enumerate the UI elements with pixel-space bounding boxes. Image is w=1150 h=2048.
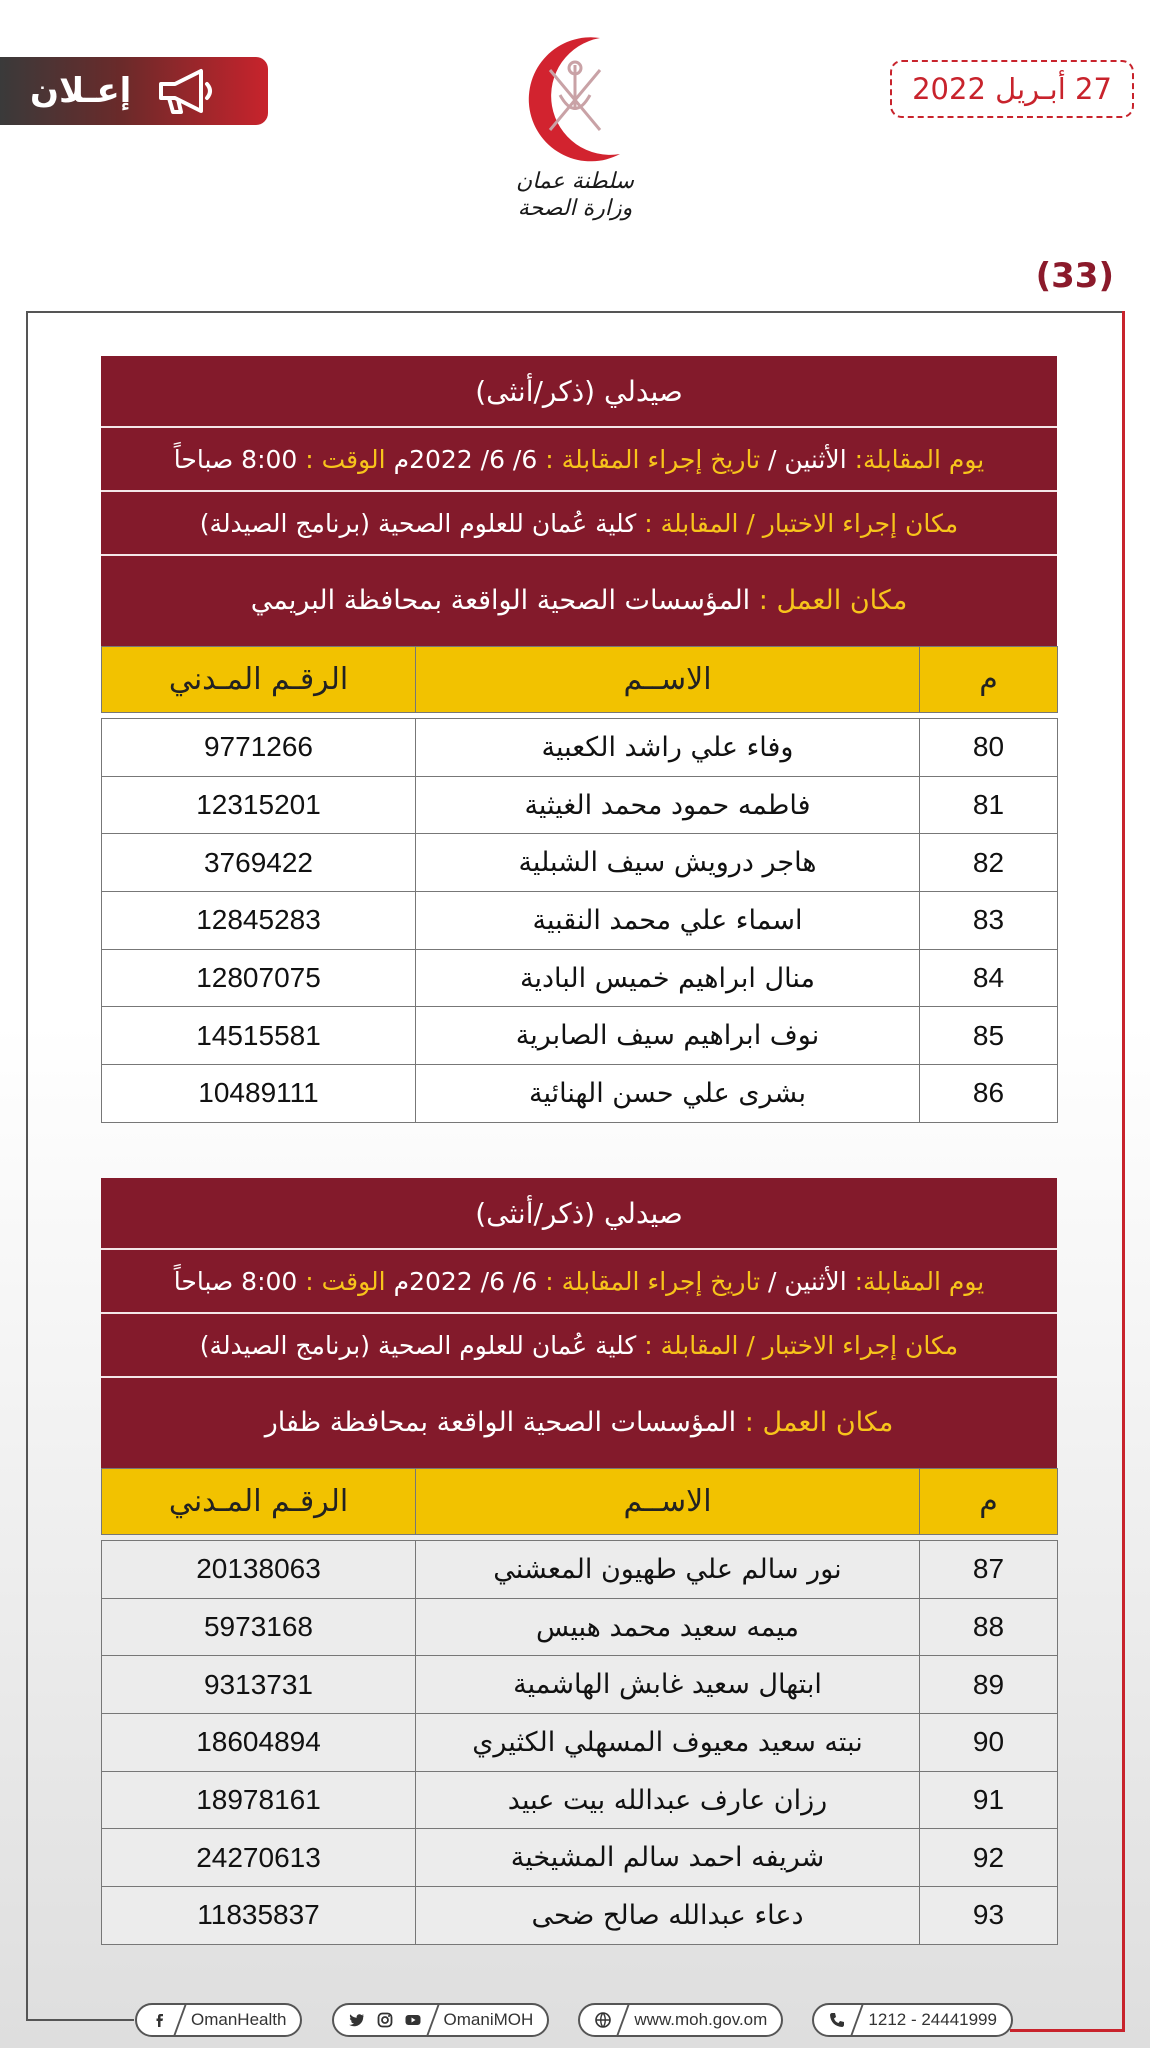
megaphone-icon [155,66,219,116]
cell-number: 93 [920,1887,1058,1945]
candidates-table [101,1468,1058,1945]
table-row [102,1598,1058,1656]
column-header-civil-id: الرقـم المـدني [102,1469,416,1535]
cell-name: ميمه سعيد محمد هبيس [416,1598,920,1656]
phone-link[interactable] [812,2003,1013,2037]
cell-name: هاجر درويش سيف الشبلية [416,834,920,892]
separator [174,2005,187,2035]
cell-civil-id: 10489111 [102,1065,416,1123]
cell-number: 90 [920,1714,1058,1772]
table-row [102,1829,1058,1887]
column-header-number: م [920,647,1058,713]
cell-number: 92 [920,1829,1058,1887]
table-row [102,776,1058,834]
interview-place [101,1314,1057,1378]
work-place [101,556,1057,646]
table-row [102,892,1058,950]
cell-name: رزان عارف عبدالله بيت عبيد [416,1771,920,1829]
youtube-icon [404,2011,422,2029]
separator [851,2005,864,2035]
globe-icon [594,2011,612,2029]
interview-schedule: يوم المقابلة: الأثنين / تاريخ إجراء المقابلة : 6/ 6/ 2022م الوقت : 8:00 صباحاً [101,1250,1057,1314]
column-header-number: م [920,1469,1058,1535]
section-1 [101,356,1057,1123]
cell-name: نور سالم علي طهيون المعشني [416,1541,920,1599]
work-label: مكان العمل : [744,1407,894,1438]
frame-right-border [1122,311,1125,2031]
cell-name: شريفه احمد سالم المشيخية [416,1829,920,1887]
cell-name: وفاء علي راشد الكعبية [416,719,920,777]
ministry-line2: وزارة الصحة [517,196,633,221]
page-number: (33) [1035,256,1114,296]
frame-left-border [26,311,28,2021]
cell-number: 86 [920,1065,1058,1123]
cell-number: 84 [920,949,1058,1007]
cell-name: منال ابراهيم خميس البادية [416,949,920,1007]
table-row [102,719,1058,777]
facebook-icon [151,2011,169,2029]
table-row [102,949,1058,1007]
footer-contacts [135,2002,1013,2038]
ministry-name [480,168,670,222]
time-label: الوقت : [305,445,386,474]
announcement-label: إعـلان [30,71,132,111]
candidates-table [101,646,1058,1123]
frame-top-border [26,311,1124,313]
phone-icon [828,2011,846,2029]
cell-number: 85 [920,1007,1058,1065]
column-header-name: الاســم [416,1469,920,1535]
website-url: www.moh.gov.om [634,2010,768,2029]
cell-name: دعاء عبدالله صالح ضحى [416,1887,920,1945]
cell-civil-id: 12315201 [102,776,416,834]
place-label: مكان إجراء الاختبار / المقابلة : [644,1331,959,1360]
cell-civil-id: 11835837 [102,1887,416,1945]
cell-civil-id: 14515581 [102,1007,416,1065]
interview-date-label: تاريخ إجراء المقابلة : [545,445,761,474]
date-badge: 27 أبـريل 2022 [890,60,1134,118]
interview-place [101,492,1057,556]
phone-number: 1212 - 24441999 [868,2010,997,2029]
table-row [102,1541,1058,1599]
work-value: المؤسسات الصحية الواقعة بمحافظة البريمي [250,585,751,616]
cell-name: نبته سعيد معيوف المسهلي الكثيري [416,1714,920,1772]
twitter-icon [348,2011,366,2029]
cell-civil-id: 12845283 [102,892,416,950]
cell-civil-id: 18978161 [102,1771,416,1829]
cell-civil-id: 5973168 [102,1598,416,1656]
cell-number: 91 [920,1771,1058,1829]
interview-date: 6/ 6/ 2022م [393,1267,538,1296]
cell-name: نوف ابراهيم سيف الصابرية [416,1007,920,1065]
cell-name: اسماء علي محمد النقبية [416,892,920,950]
cell-civil-id: 3769422 [102,834,416,892]
cell-civil-id: 20138063 [102,1541,416,1599]
cell-number: 83 [920,892,1058,950]
interview-time: 8:00 صباحاً [173,445,298,474]
cell-civil-id: 9771266 [102,719,416,777]
place-value: كلية عُمان للعلوم الصحية (برنامج الصيدلة) [199,1331,637,1360]
cell-name: ابتهال سعيد غابش الهاشمية [416,1656,920,1714]
table-row [102,1771,1058,1829]
table-row [102,1656,1058,1714]
interview-day: الأثنين [784,445,847,474]
interview-date: 6/ 6/ 2022م [393,445,538,474]
frame-bottom-border-left [26,2019,134,2021]
table-row [102,1065,1058,1123]
interview-date-label: تاريخ إجراء المقابلة : [545,1267,761,1296]
interview-day-label: يوم المقابلة: [854,1267,985,1296]
separator [426,2005,439,2035]
table-header-row [102,647,1058,713]
social-links[interactable] [332,2003,550,2037]
interview-schedule: يوم المقابلة: الأثنين / تاريخ إجراء المقابلة : 6/ 6/ 2022م الوقت : 8:00 صباحاً [101,428,1057,492]
table-row [102,1714,1058,1772]
instagram-icon [376,2011,394,2029]
facebook-link[interactable] [135,2003,302,2037]
section-title: صيدلي (ذكر/أنثى) [101,356,1057,428]
time-label: الوقت : [305,1267,386,1296]
table-header-row [102,1469,1058,1535]
cell-name: بشرى علي حسن الهنائية [416,1065,920,1123]
cell-number: 81 [920,776,1058,834]
website-link[interactable] [578,2003,783,2037]
cell-name: فاطمه حمود محمد الغيثية [416,776,920,834]
facebook-handle: OmanHealth [191,2010,287,2029]
cell-civil-id: 9313731 [102,1656,416,1714]
interview-time: 8:00 صباحاً [173,1267,298,1296]
cell-civil-id: 18604894 [102,1714,416,1772]
interview-day: الأثنين [784,1267,847,1296]
cell-number: 89 [920,1656,1058,1714]
cell-number: 82 [920,834,1058,892]
work-label: مكان العمل : [758,585,908,616]
interview-day-label: يوم المقابلة: [854,445,985,474]
ministry-line1: سلطنة عمان [516,169,634,194]
table-row [102,834,1058,892]
announcement-banner [0,57,268,125]
work-place [101,1378,1057,1468]
cell-number: 88 [920,1598,1058,1656]
work-value: المؤسسات الصحية الواقعة بمحافظة ظفار [264,1407,737,1438]
column-header-civil-id: الرقـم المـدني [102,647,416,713]
section-2 [101,1178,1057,1945]
table-row [102,1887,1058,1945]
cell-civil-id: 24270613 [102,1829,416,1887]
cell-civil-id: 12807075 [102,949,416,1007]
cell-number: 80 [920,719,1058,777]
table-row [102,1007,1058,1065]
frame-bottom-border-right [1010,2029,1125,2032]
place-label: مكان إجراء الاختبار / المقابلة : [644,509,959,538]
column-header-name: الاســم [416,647,920,713]
separator [617,2005,630,2035]
place-value: كلية عُمان للعلوم الصحية (برنامج الصيدلة) [199,509,637,538]
section-title: صيدلي (ذكر/أنثى) [101,1178,1057,1250]
cell-number: 87 [920,1541,1058,1599]
social-handle: OmaniMOH [443,2010,534,2029]
